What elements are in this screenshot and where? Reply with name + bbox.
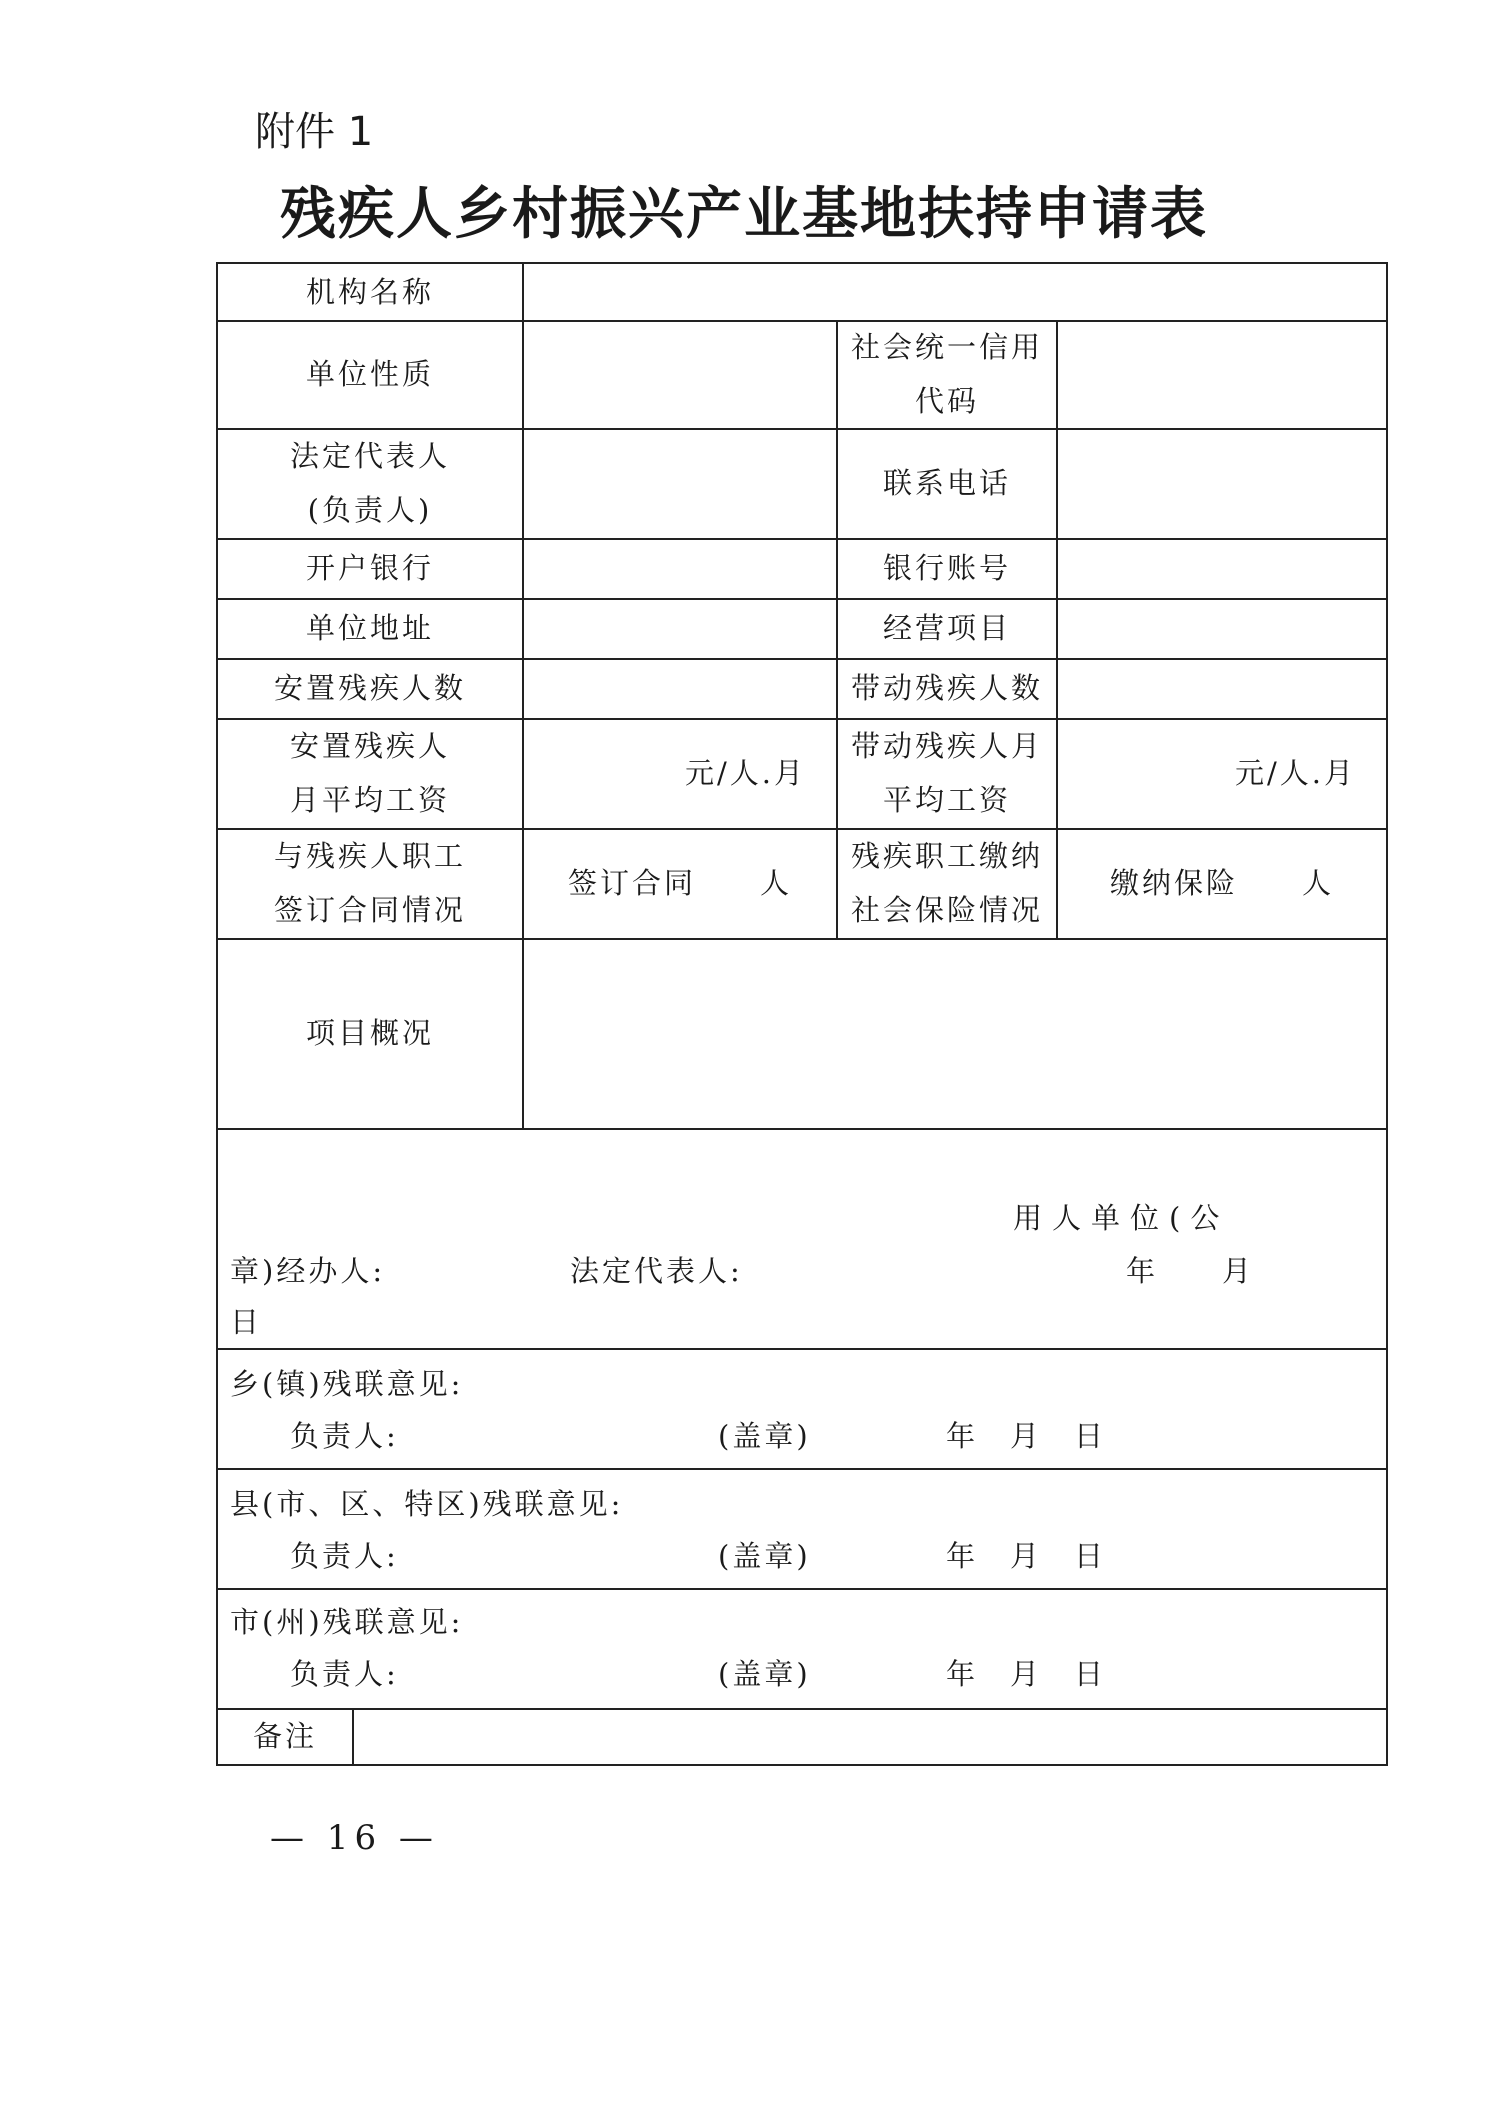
bank-label: 开户银行 [305, 551, 434, 585]
township-principal-label: 负责人: [290, 1419, 399, 1453]
township-date: 年 月 日 [946, 1419, 1107, 1453]
address-field[interactable] [524, 598, 836, 658]
application-form-table [216, 262, 1388, 1766]
phone-field[interactable] [1058, 428, 1386, 538]
legal-rep-field[interactable] [524, 428, 836, 538]
placed-count-field[interactable] [524, 658, 836, 718]
city-principal-label: 负责人: [290, 1657, 399, 1691]
placed-wage-label: 安置残疾人 月平均工资 [289, 729, 450, 817]
business-label: 经营项目 [882, 611, 1011, 645]
org-name-field[interactable] [524, 264, 1386, 320]
project-field[interactable] [524, 938, 1386, 1128]
remarks-label: 备注 [252, 1719, 317, 1753]
business-field[interactable] [1058, 598, 1386, 658]
phone-label: 联系电话 [882, 466, 1011, 500]
credit-code-field[interactable] [1058, 320, 1386, 428]
county-seal-label: (盖章) [718, 1539, 811, 1573]
insurance-field[interactable]: 缴纳保险 人 [1109, 866, 1334, 900]
attachment-label: 附件 1 [255, 109, 374, 155]
page-number: — 16 — [270, 1818, 439, 1858]
driven-count-field[interactable] [1058, 658, 1386, 718]
city-opinion-title: 市(州)残联意见: [230, 1605, 464, 1639]
remarks-field[interactable] [354, 1708, 1386, 1764]
insurance-label: 残疾职工缴纳 社会保险情况 [850, 839, 1043, 927]
township-opinion-title: 乡(镇)残联意见: [230, 1367, 464, 1401]
placed-count-label: 安置残疾人数 [273, 671, 466, 705]
org-name-label: 机构名称 [305, 275, 434, 309]
driven-wage-field[interactable]: 元/人.月 [1235, 756, 1356, 790]
driven-wage-label: 带动残疾人月 平均工资 [850, 729, 1043, 817]
employer-seal-line: 用人单位(公 [1013, 1201, 1230, 1235]
address-label: 单位地址 [305, 611, 434, 645]
county-opinion-title: 县(市、区、特区)残联意见: [230, 1487, 624, 1521]
city-seal-label: (盖章) [718, 1657, 811, 1691]
unit-nature-field[interactable] [524, 320, 836, 428]
credit-code-label: 社会统一信用 代码 [850, 330, 1043, 418]
legal-rep-sign-label: 法定代表人: [570, 1254, 743, 1288]
sign-date-day: 日 [230, 1305, 263, 1339]
contract-label: 与残疾人职工 签订合同情况 [273, 839, 466, 927]
driven-count-label: 带动残疾人数 [850, 671, 1043, 705]
project-label: 项目概况 [305, 1016, 434, 1050]
contract-field[interactable]: 签订合同 人 [567, 866, 792, 900]
county-date: 年 月 日 [946, 1539, 1107, 1573]
legal-rep-label: 法定代表人 (负责人) [289, 439, 450, 527]
account-field[interactable] [1058, 538, 1386, 598]
bank-field[interactable] [524, 538, 836, 598]
sign-date-year-month: 年 月 [1126, 1254, 1255, 1288]
form-title: 残疾人乡村振兴产业基地扶持申请表 [280, 182, 1208, 247]
account-label: 银行账号 [882, 551, 1011, 585]
handler-label: 章)经办人: [230, 1254, 386, 1288]
unit-nature-label: 单位性质 [305, 357, 434, 391]
city-date: 年 月 日 [946, 1657, 1107, 1691]
township-seal-label: (盖章) [718, 1419, 811, 1453]
placed-wage-field[interactable]: 元/人.月 [685, 756, 806, 790]
county-principal-label: 负责人: [290, 1539, 399, 1573]
